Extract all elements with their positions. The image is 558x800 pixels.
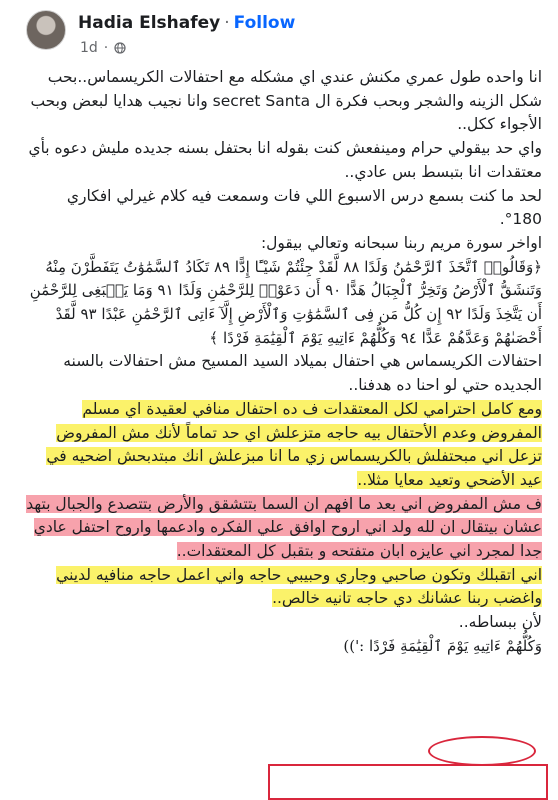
paragraph: اواخر سورة مريم ربنا سبحانه وتعالي بيقول: [260,233,542,252]
post-header [0,0,558,62]
post-time[interactable]: 1d [80,40,98,56]
separator: · [103,40,109,56]
paragraph: لحد ما كنت بسمع درس الاسبوع اللي فات وسمعت فيه كلام غيرلي افكاري 180°. [66,186,542,229]
highlight-yellow: ومع كامل احترامي لكل المعتقدات ف ده احتفال منافي لعقيدة اي مسلم المفروض وعدم الأحتفال بيه حاجه متزعلش اي حد تماماً لأنك مش المفروض تزعل اني مبحتفلش بالكريسماس زي ما انا مبزعلش انك مبتدبحش اضحيه في عيد الأضحي وتعيد معايا مثلا.. [46,399,542,489]
globe-icon [114,42,126,54]
paragraph-highlighted-pink [22,493,542,564]
avatar[interactable] [26,10,66,50]
closing-line: لأن ببساطه.. [458,613,542,632]
follow-button[interactable]: Follow [233,13,296,33]
highlight-pink: ف مش المفروض اني بعد ما افهم ان السما بتتشقق والأرض بتتصدع والجبال بتهد عشان بيتقال ان لله ولد اني اروح اوافق علي الفكره وادعمها واروح احتفل عادي جدا لمجرد اني عايزه ابان متفتحه و بتقبل كل المعتقدات.. [26,494,542,561]
paragraph: احتفالات الكريسماس هي احتفال بميلاد السيد المسيح مش احتفالات بالسنه الجديده حتي لو احنا ده هدفنا.. [63,352,542,395]
highlight-yellow: اني اتقبلك وتكون صاحبي وجاري وحبيبي حاجه واني اعمل حاجه منافيه لديني واغضب ربنا عشانك دي حاجه تانيه خالص.. [56,565,542,608]
closing-verse: وَكُلُّهُمْ ءَاتِيهِ يَوْمَ ٱلْقِيَٰمَةِ فَرْدًا :')) [343,636,542,655]
paragraph-highlighted-yellow [22,398,542,493]
post-body [22,66,542,659]
quran-quote: ﴿وَقَالُوا۟ ٱتَّخَذَ ٱلرَّحْمَٰنُ وَلَدًا ٨٨ لَّقَدْ جِئْتُمْ شَيْـًٔا إِدًّا ٨٩ تَكَادُ ٱلسَّمَٰوَٰتُ يَتَفَطَّرْنَ مِنْهُ وَتَنشَقُّ ٱلْأَرْضُ وَتَخِرُّ ٱلْجِبَالُ هَدًّا ٩٠ أَن دَعَوْا۟ لِلرَّحْمَٰنِ وَلَدًا ٩١ وَمَا يَنۢبَغِى لِلرَّحْمَٰنِ أَن يَتَّخِذَ وَلَدًا ٩٢ إِن كُلُّ مَن فِى ٱلسَّمَٰوَٰتِ وَٱلْأَرْضِ إِلَّآ ءَاتِى ٱلرَّحْمَٰنِ عَبْدًا ٩٣ لَّقَدْ أَحْصَىٰهُمْ وَعَدَّهُمْ عَدًّا ٩٤ وَكُلُّهُمْ ءَاتِيهِ يَوْمَ ٱلْقِيَٰمَةِ فَرْدًا ﴾ [29,257,542,347]
red-box-annotation [268,764,548,800]
paragraph-highlighted-yellow [22,564,542,611]
paragraph: انا واحده طول عمري مكنش عندي اي مشكله مع احتفالات الكريسماس..بحب شكل الزينه والشجر وبحب فكرة ال secret Santa وانا نجيب هدايا لبعض وبحب الأجواء ككل.. [30,68,542,134]
author-line [78,13,295,33]
red-circle-annotation [428,736,536,766]
paragraph: واي حد بيقولي حرام ومينفعش كنت بقوله انا بحتفل بسنه جديده مليش دعوه بأي معتقدات انا بتبسط بس عادي.. [28,139,542,181]
separator: · [224,13,230,33]
post-meta [80,40,126,56]
author-name[interactable]: Hadia Elshafey [78,13,221,33]
